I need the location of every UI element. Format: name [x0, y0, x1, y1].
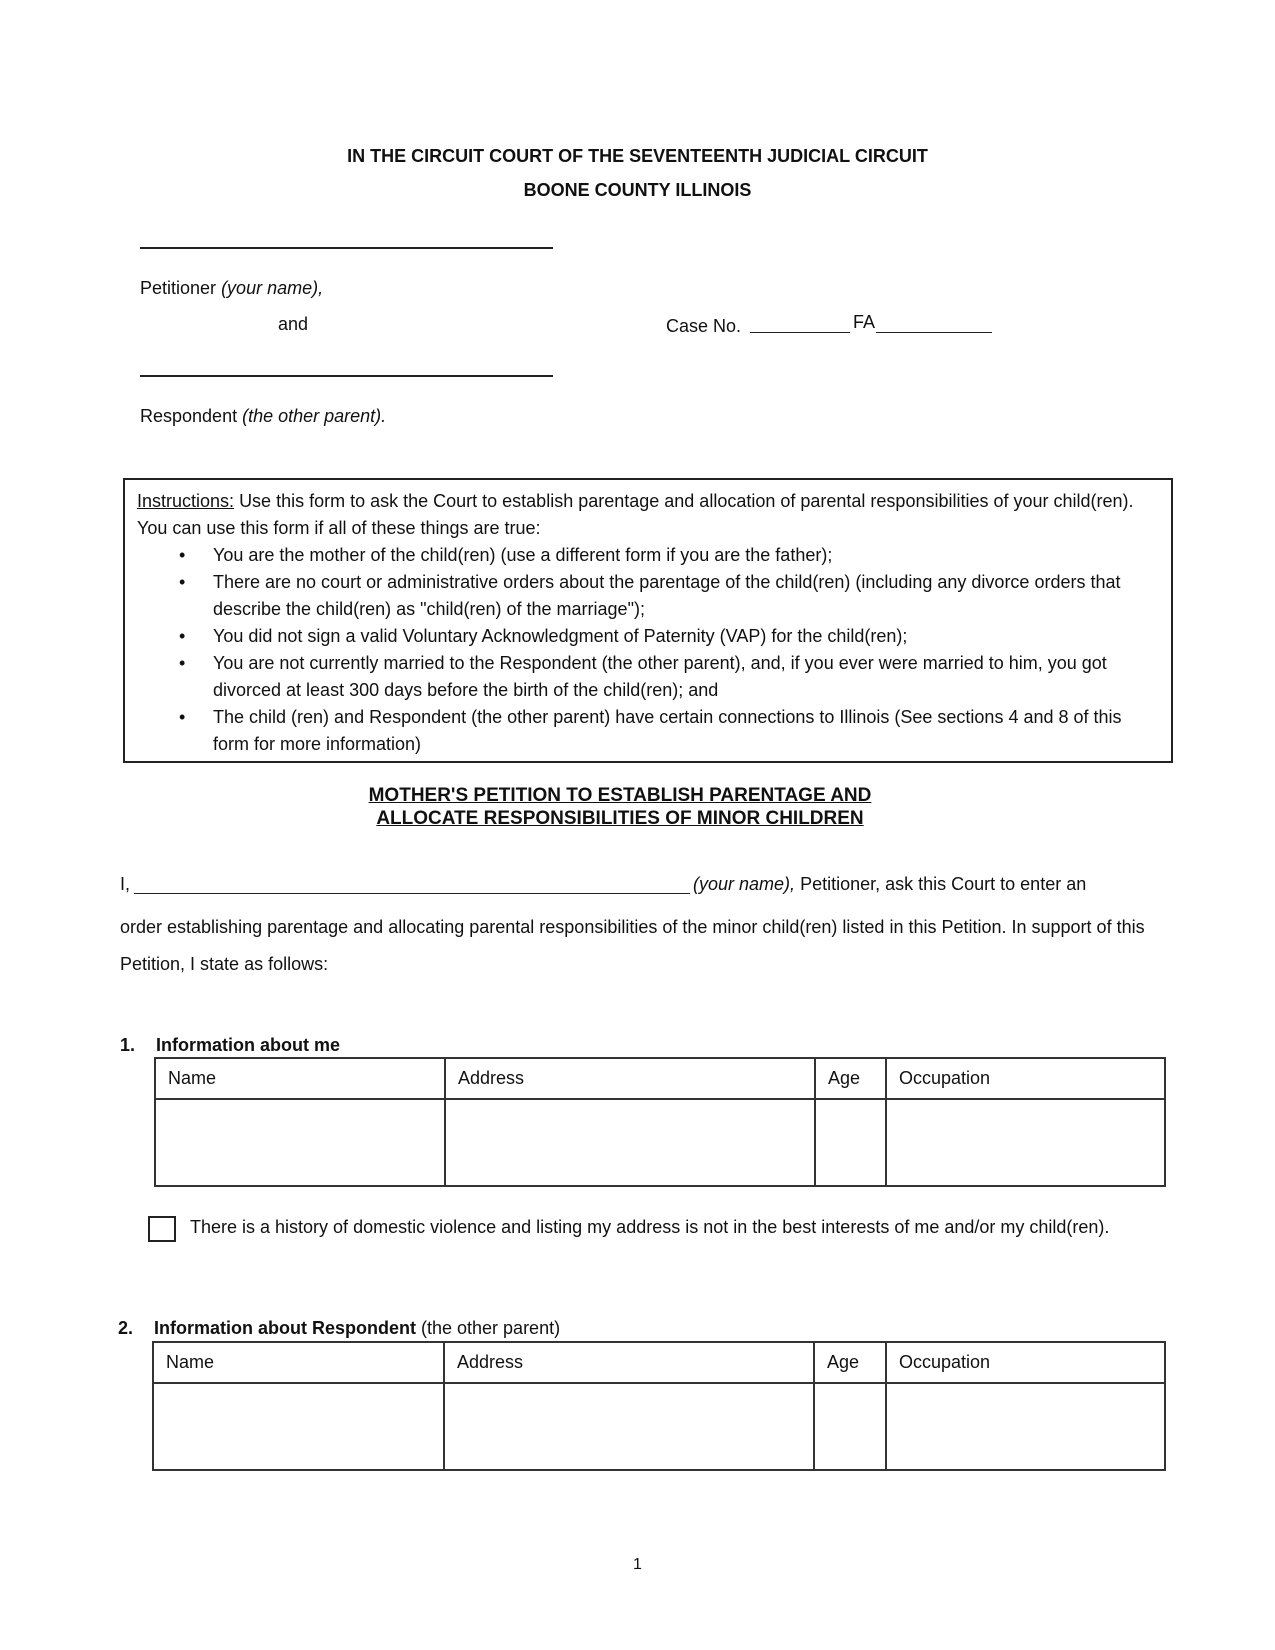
- respondent-name-line[interactable]: [140, 375, 553, 377]
- your-name-line[interactable]: [134, 893, 690, 894]
- section2-title-suffix: (the other parent): [421, 1318, 561, 1338]
- table-header-row: [153, 1342, 1165, 1383]
- intro-line1: (your name), Petitioner, ask this Court to enter an: [693, 874, 1087, 894]
- col-address-header: Address: [444, 1342, 814, 1383]
- page-number: 1: [633, 1556, 642, 1573]
- intro-hint: (your name),: [693, 874, 796, 894]
- respondent-label: Respondent (the other parent).: [140, 406, 387, 426]
- col-age-header: Age: [814, 1342, 886, 1383]
- instruction-item: • There are no court or administrative orders about the parentage of the child(ren) (including any divorce orders that describe the child(ren) as "child(ren) of the marriage");: [137, 569, 1159, 623]
- case-prefix: FA: [853, 312, 876, 332]
- col-name-header: Name: [153, 1342, 444, 1383]
- table-header-row: [155, 1058, 1165, 1099]
- col-name-header: Name: [155, 1058, 445, 1099]
- bullet-icon: •: [179, 626, 186, 646]
- instruction-item: • The child (ren) and Respondent (the other parent) have certain connections to Illinois (See sections 4 and 8 of this form for more information): [137, 704, 1159, 758]
- address-cell[interactable]: [445, 1099, 815, 1186]
- section1-table: [154, 1057, 1166, 1187]
- instructions-heading: Instructions:: [137, 491, 235, 511]
- instruction-item: • You are not currently married to the Respondent (the other parent), and, if you ever were married to him, you got divorced at least 300 days before the birth of the child(ren); and: [137, 650, 1159, 704]
- age-cell[interactable]: [814, 1383, 886, 1470]
- age-cell[interactable]: [815, 1099, 886, 1186]
- bullet-icon: •: [179, 653, 186, 673]
- petition-title-line2: ALLOCATE RESPONSIBILITIES OF MINOR CHILDREN: [376, 808, 864, 829]
- domestic-violence-label: There is a history of domestic violence and listing my address is not in the best interests of me and/or my child(ren).: [190, 1217, 1110, 1237]
- petitioner-name-line[interactable]: [140, 247, 553, 249]
- section2-table: [152, 1341, 1166, 1471]
- and-label: and: [278, 314, 309, 334]
- address-cell[interactable]: [444, 1383, 814, 1470]
- domestic-violence-checkbox[interactable]: [148, 1216, 176, 1242]
- col-occupation-header: Occupation: [886, 1342, 1165, 1383]
- court-name-line1: IN THE CIRCUIT COURT OF THE SEVENTEENTH JUDICIAL CIRCUIT: [347, 146, 928, 166]
- instructions-list: [137, 542, 1159, 758]
- court-name-line2: BOONE COUNTY ILLINOIS: [523, 180, 752, 200]
- case-no-label: Case No.: [666, 316, 742, 336]
- petition-title-line1: MOTHER'S PETITION TO ESTABLISH PARENTAGE AND: [368, 785, 872, 806]
- petitioner-label: Petitioner (your name),: [140, 278, 324, 298]
- name-cell[interactable]: [153, 1383, 444, 1470]
- bullet-icon: •: [179, 572, 186, 592]
- table-row: [153, 1383, 1165, 1470]
- section1-number: 1.: [120, 1035, 136, 1055]
- respondent-hint: (the other parent).: [242, 406, 387, 426]
- intro-prefix: I,: [120, 874, 131, 894]
- instructions-intro: Instructions: Use this form to ask the Court to establish parentage and allocation of parental responsibilities of your child(ren). You can use this form if all of these things are true:: [137, 491, 1134, 538]
- case-no-line-2[interactable]: [876, 332, 992, 333]
- instructions-box: [123, 478, 1173, 763]
- section2-number: 2.: [118, 1318, 134, 1338]
- col-age-header: Age: [815, 1058, 886, 1099]
- section2-title: Information about Respondent: [154, 1318, 416, 1338]
- instruction-item: • You did not sign a valid Voluntary Acknowledgment of Paternity (VAP) for the child(ren);: [137, 623, 1159, 650]
- table-row: [155, 1099, 1165, 1186]
- instruction-item: • You are the mother of the child(ren) (use a different form if you are the father);: [137, 542, 1159, 569]
- bullet-icon: •: [179, 545, 186, 565]
- name-cell[interactable]: [155, 1099, 445, 1186]
- section2-title-wrap: [154, 1318, 560, 1339]
- occupation-cell[interactable]: [886, 1383, 1165, 1470]
- col-occupation-header: Occupation: [886, 1058, 1165, 1099]
- col-address-header: Address: [445, 1058, 815, 1099]
- bullet-icon: •: [179, 707, 186, 727]
- petitioner-hint: (your name),: [221, 278, 324, 298]
- section1-title: Information about me: [156, 1035, 340, 1055]
- occupation-cell[interactable]: [886, 1099, 1165, 1186]
- case-no-line-1[interactable]: [750, 332, 850, 333]
- intro-body: order establishing parentage and allocating parental responsibilities of the minor child(ren) listed in this Petition. In support of this Petition, I state as follows:: [120, 917, 1145, 974]
